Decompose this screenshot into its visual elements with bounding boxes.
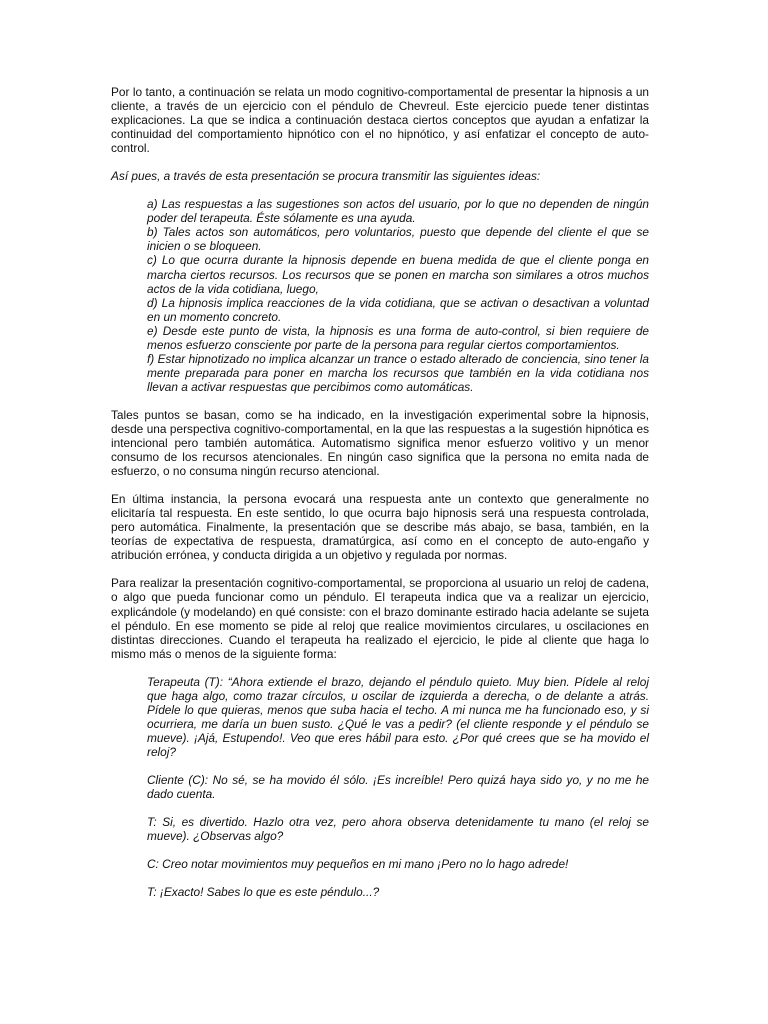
list-item: f) Estar hipnotizado no implica alcanzar un trance o estado alterado de conciencia, sino tener la mente preparada para poner en marcha los recursos que también en la vida cotidiana nos llevan a activar respuestas que percibimos como automáticas. bbox=[147, 351, 649, 394]
paragraph-intro: Por lo tanto, a continuación se relata un modo cognitivo-comportamental de presentar la hipnosis a un cliente, a través de un ejercicio con el péndulo de Chevreul. Este ejercicio puede tener distintas explicaciones. La que se indica a continuación destaca ciertos conceptos que ayudan a enfatizar la continuidad del comportamiento hipnótico con el no hipnótico, y así enfatizar el concepto de auto-control. bbox=[111, 85, 649, 156]
paragraph-instance: En última instancia, la persona evocará una respuesta ante un contexto que generalmente no elicitaría tal respuesta. En este sentido, lo que ocurra bajo hipnosis será una respuesta controlada, pero automática. Finalmente, la presentación que se describe más abajo, se basa, también, en la teorías de expectativa de respuesta, dramatúrgica, así como en el concepto de auto-engaño y atribución errónea, y conducta dirigida a un objetivo y regulada por normas. bbox=[111, 492, 649, 563]
dialog-line: T: ¡Exacto! Sabes lo que es este péndulo...? bbox=[147, 885, 380, 900]
list-item: a) Las respuestas a las sugestiones son actos del usuario, por lo que no dependen de ningún poder del terapeuta. Éste sólamente es una ayuda. bbox=[147, 197, 649, 226]
document-body bbox=[111, 85, 649, 913]
list-item: b) Tales actos son automáticos, pero voluntarios, puesto que depende del cliente el que se inicien o se bloqueen. bbox=[147, 225, 649, 254]
list-item: c) Lo que ocurra durante la hipnosis depende en buena medida de que el cliente ponga en marcha ciertos recursos. Los recursos que se ponen en marcha son similares a otros muchos actos de la vida cotidiana, luego, bbox=[147, 253, 649, 296]
paragraph-lead: Así pues, a través de esta presentación se procura transmitir las siguientes ideas: bbox=[111, 169, 541, 184]
dialog-block bbox=[147, 675, 649, 900]
dialog-line: Terapeuta (T): “Ahora extiende el brazo, dejando el péndulo quieto. Muy bien. Pídele al reloj que haga algo, como trazar círculos, u oscilar de izquierda a derecha, o de delante a atrás. Pídele lo que quieras, menos que suba hacia el techo. A mi nunca me ha funcionado eso, y si ocurriera, me daría un buen susto. ¿Qué le vas a pedir? (el cliente responde y el péndulo se mueve). ¡Ajá, Estupendo!. Veo que eres hábil para esto. ¿Por qué crees que se ha movido el reloj? bbox=[147, 674, 649, 759]
ideas-list bbox=[147, 197, 649, 394]
dialog-line: Cliente (C): No sé, se ha movido él sólo. ¡Es increíble! Pero quizá haya sido yo, y no me he dado cuenta. bbox=[147, 772, 649, 802]
dialog-line: T: Si, es divertido. Hazlo otra vez, pero ahora observa detenidamente tu mano (el reloj se mueve). ¿Observas algo? bbox=[147, 815, 649, 844]
paragraph-procedure: Para realizar la presentación cognitivo-comportamental, se proporciona al usuario un reloj de cadena, o algo que pueda funcionar como un péndulo. El terapeuta indica que va a realizar un ejercicio, explicándole (y modelando) en qué consiste: con el brazo dominante estirado hacia adelante se sujeta el péndulo. En ese momento se pide al reloj que realice movimientos circulares, u oscilaciones en distintas direcciones. Cuando el terapeuta ha realizado el ejercicio, le pide al cliente que haga lo mismo más o menos de la siguiente forma: bbox=[111, 576, 649, 661]
list-item: e) Desde este punto de vista, la hipnosis es una forma de auto-control, si bien requiere de menos esfuerzo consciente por parte de la persona para regular ciertos comportamientos. bbox=[147, 323, 649, 352]
list-item: d) La hipnosis implica reacciones de la vida cotidiana, que se activan o desactivan a voluntad en un momento concreto. bbox=[147, 295, 649, 324]
paragraph-basis: Tales puntos se basan, como se ha indicado, en la investigación experimental sobre la hipnosis, desde una perspectiva cognitivo-comportamental, en la que las respuestas a la sugestión hipnótica es intencional pero también automática. Automatismo significa menor esfuerzo volitivo y un menor consumo de los recursos atencionales. En ningún caso significa que la persona no emita nada de esfuerzo, o no consuma ningún recurso atencional. bbox=[111, 407, 649, 479]
dialog-line: C: Creo notar movimientos muy pequeños en mi mano ¡Pero no lo hago adrede! bbox=[147, 857, 569, 872]
